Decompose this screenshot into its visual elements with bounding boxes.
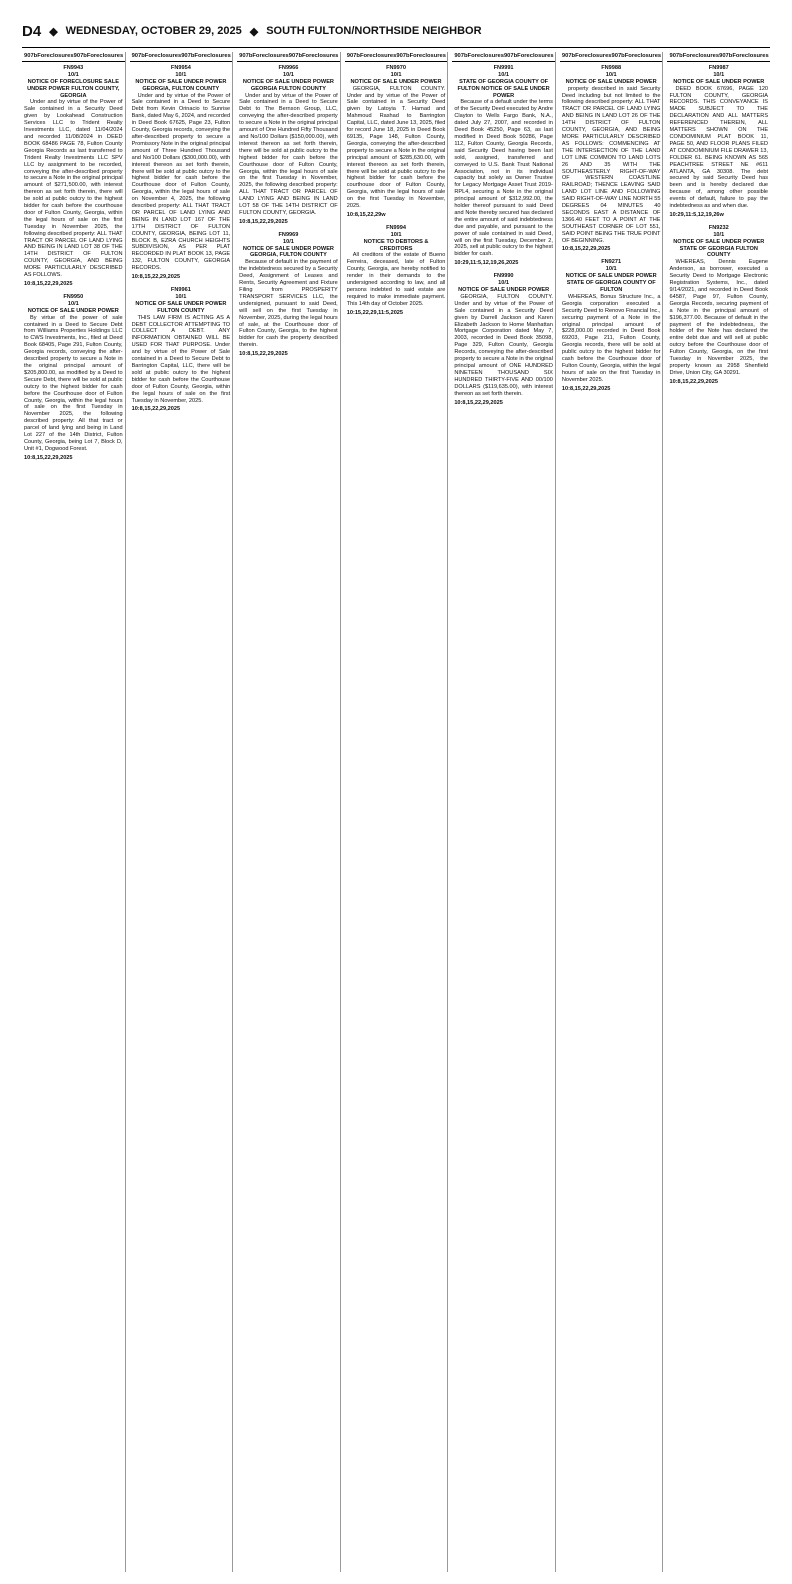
- category-code: 907b: [73, 53, 87, 59]
- category-code: 907b: [561, 53, 576, 59]
- category-code: 907b: [454, 53, 468, 59]
- category-name: Foreclosures: [144, 53, 182, 59]
- notice-sub: 10/1: [605, 266, 617, 273]
- diamond-icon: ◆: [249, 25, 259, 38]
- legal-notice: [132, 65, 231, 281]
- notice-body: By virtue of the power of sale contained in a Deed to Secure Debt from Williams Properties Holdings LLC to CWS Investments, Inc., filed at Deed Book 68405, Page 291, Fulton County, Georgia records, conveying the after-described property to secure a Note in the original principal amount of $205,800.00, as modified by a Deed to Secure Debt, there will be sold at public outcry to the highest bidder for cash before the Courthouse door of Fulton County, Georgia, within the legal hours of sale on the first Tuesday in November 2025, the following described property: All that tract or parcel of land lying and being in Land Lot 227 of the 14th District, Fulton County, Georgia, being Lot 7, Block D, Unit #1, Dogwood Forest.: [24, 314, 123, 452]
- notice-id: FN9950: [63, 293, 84, 300]
- category-name: Foreclosures: [302, 53, 339, 59]
- notice-sub: 10/1: [713, 71, 725, 78]
- category-header: [560, 52, 663, 62]
- notice-column: [667, 52, 770, 1572]
- category-name: Foreclosures: [624, 53, 662, 59]
- category-name: Foreclosures: [252, 53, 289, 59]
- notice-run-dates: 10:29,11:5,12,19,26,2025: [454, 260, 519, 267]
- notice-body: WHEREAS, Bonus Structure Inc., a Georgia corporation executed a Security Deed to Renovo Financial Inc., securing payment of a Note in the original principal amount of $228,000.00 recorded in Deed Book 69203, Page 211, Fulton County, Georgia records, there will be sold at public outcry to the highest bidder for cash before the Courthouse door of Fulton County, Georgia, within the legal hours of sale on the first Tuesday in November 2025.: [561, 293, 661, 383]
- notice-run-dates: 10:8,15,22,29,2025: [454, 399, 503, 406]
- notice-id: FN9970: [386, 64, 406, 71]
- notice-sub: 10/1: [605, 71, 617, 78]
- notice-id: FN9232: [708, 224, 729, 231]
- category-name: Foreclosures: [86, 53, 124, 59]
- category-header: [237, 52, 340, 62]
- notice-title: NOTICE OF SALE UNDER POWER: [350, 78, 442, 85]
- notice-title: NOTICE OF FORECLOSURE SALE UNDER POWER FULTON COUNTY, GEORGIA: [27, 78, 120, 99]
- notice-run-dates: 10:8,15,22,29,2025: [561, 246, 611, 253]
- category-name: Foreclosures: [194, 53, 231, 59]
- notice-run-dates: 10:15,22,29,11:5,2025: [346, 309, 404, 316]
- legal-notice: [239, 232, 338, 358]
- legal-notice: [562, 259, 661, 392]
- category-code: 907b: [181, 53, 195, 59]
- notice-run-dates: 10:8,15,22,29,2025: [239, 351, 288, 358]
- legal-notice: [24, 65, 123, 288]
- notice-id: FN9990: [493, 273, 514, 280]
- category-header: [667, 52, 770, 62]
- notice-column: [560, 52, 664, 1572]
- notice-title: NOTICE OF SALE UNDER POWER: [565, 78, 657, 85]
- notice-run-dates: 10:8,15,22,29,2025: [561, 385, 611, 392]
- notice-body: All creditors of the estate of Bueno Ferreira, deceased, late of Fulton County, Georgia, are hereby notified to render in their demands to the undersigned according to law, and all persons indebted to said estate are required to make immediate payment. This 14th day of October 2025.: [346, 252, 446, 307]
- category-code: 907b: [396, 53, 410, 59]
- legal-notice: [24, 294, 123, 462]
- notice-sub: 10/1: [283, 238, 294, 245]
- notice-id: FN9966: [278, 64, 299, 71]
- category-header: [345, 52, 448, 62]
- notice-run-dates: 10:8,15,22,29,2025: [24, 454, 73, 461]
- notice-run-dates: 10:8,15,22,29,2025: [131, 406, 181, 413]
- notice-sub: 10/1: [283, 71, 294, 78]
- notice-body: Under and by virtue of the Power of Sale contained in a Security Deed given by Lookahead Construction Services LLC to Trident Realty Investments LLC, dated 11/04/2024 and recorded 11/08/2024 in DEED BOOK 68486 PAGE 78, Fulton County Georgia Records as last transferred to Trident Realty Investments LLC SPV LLC by assignment to be recorded, conveying the after-described property to secure a Note in the original principal amount of $271,500.00, with interest thereon as set forth therein, there will be sold at public outcry to the highest bidder for cash before the courthouse door of Fulton County, Georgia, within the legal hours of sale on the first Tuesday in November 2025, the following described property: ALL THAT TRACT OR PARCEL OF LAND LYING AND BEING IN LAND LOT 38 OF THE 14TH DISTRICT OF FULTON COUNTY, GEORGIA, AND BEING MORE PARTICULARLY DESCRIBED AS FOLLOWS.: [24, 99, 123, 279]
- legal-notice-columns: [22, 52, 770, 1572]
- notice-title: NOTICE OF SALE UNDER POWER STATE OF GEORGIA FULTON COUNTY: [673, 238, 765, 259]
- notice-run-dates: 10:29,11:5,12,19,26w: [669, 211, 724, 218]
- notice-body: GEORGIA, FULTON COUNTY. Under and by virtue of the Power of Sale contained in a Security Deed given by Latoyia T. Hamad and Mahmoud Rashad to Barrington Capital, LLC, dated June 13, 2025, filed for record June 18, 2025 in Deed Book 69135, Page 148, Fulton County, Georgia, conveying the after-described property to secure a Note in the original principal amount of $285,630.00, with interest thereon as set forth therein, there will be sold at public outcry to the highest bidder for cash before the courthouse door of Fulton County, Georgia, within the legal hours of sale on the first Tuesday in November, 2025.: [346, 85, 446, 210]
- notice-column: [345, 52, 449, 1572]
- category-code: 907b: [719, 53, 733, 59]
- notice-title: NOTICE OF SALE UNDER POWER GEORGIA, FULTON COUNTY: [242, 245, 334, 259]
- diamond-icon: ◆: [49, 25, 58, 38]
- notice-sub: 10/1: [175, 293, 187, 300]
- notice-sub: 10/1: [390, 231, 402, 238]
- notice-run-dates: 10:8,15,22,29,2025: [24, 281, 73, 287]
- notice-run-dates: 10:8,15,22,29,2025: [669, 378, 718, 385]
- notice-title: NOTICE OF SALE UNDER POWER GEORGIA FULTON COUNTY: [242, 78, 334, 92]
- notice-title: NOTICE OF SALE UNDER POWER: [27, 307, 119, 314]
- notice-id: FN9994: [386, 224, 406, 231]
- category-code: 907b: [346, 53, 360, 59]
- legal-notice: [669, 225, 768, 386]
- notice-id: FN9943: [63, 64, 84, 71]
- page-header: [22, 18, 770, 44]
- notice-title: NOTICE OF SALE UNDER POWER FULTON COUNTY: [135, 300, 227, 314]
- category-name: Foreclosures: [732, 53, 769, 59]
- notice-title: STATE OF GEORGIA COUNTY OF FULTON NOTICE OF SALE UNDER POWER: [457, 78, 550, 99]
- category-name: Foreclosures: [575, 53, 612, 59]
- notice-sub: 10/1: [498, 71, 510, 78]
- category-name: Foreclosures: [409, 53, 446, 59]
- category-code: 907b: [503, 53, 518, 59]
- notice-id: FN9271: [601, 259, 622, 266]
- notice-title: NOTICE TO DEBTORS & CREDITORS: [363, 238, 429, 252]
- notice-id: FN9991: [493, 64, 514, 71]
- notice-id: FN9969: [278, 231, 299, 238]
- legal-notice: [562, 65, 661, 253]
- notice-title: NOTICE OF SALE UNDER POWER STATE OF GEORGIA COUNTY OF FULTON: [565, 273, 657, 293]
- notice-body: Under and by virtue of the Power of Sale contained in a Deed to Secure Debt from Kevin Orinacio to Sunrise Bank, dated May 6, 2024, and recorded in Deed Book 67625, Page 23, Fulton County, Georgia records, conveying the after-described property to secure a Promissory Note in the original principal amount of Three Hundred Thousand and No/100 Dollars ($300,000.00), with interest thereon as set forth therein, there will be sold at public outcry to the highest bidder for cash before the Courthouse door of Fulton County, Georgia, within the legal hours of sale on November 4, 2025, the following described property: ALL THAT TRACT OR PARCEL OF LAND LYING AND BEING IN LAND LOT 167 OF THE 17TH DISTRICT OF FULTON COUNTY, GEORGIA, BEING LOT 11, BLOCK B, EZRA CHURCH HEIGHTS SUBDIVISION, AS PER PLAT RECORDED IN PLAT BOOK 13, PAGE 132, FULTON COUNTY, GEORGIA RECORDS.: [131, 92, 231, 272]
- legal-notice: [132, 287, 231, 413]
- header-rule: [22, 47, 770, 48]
- notice-run-dates: 10:8,15,22,29,2025: [131, 274, 181, 281]
- notice-column: [22, 52, 126, 1572]
- category-code: 907b: [131, 53, 145, 59]
- notice-column: [452, 52, 556, 1572]
- notice-body: Because of default in the payment of the indebtedness secured by a Security Deed, Assignment of Leases and Rents, Security Agreement and Fixture Filing from PROSPERITY TRANSPORT SERVICES LLC, the undersigned, pursuant to said Deed, will sell on the first Tuesday in November, 2025, during the legal hours of sale, at the Courthouse door of Fulton County, Georgia, to the highest bidder for cash the property described therein.: [239, 259, 338, 349]
- legal-notice: [669, 65, 768, 219]
- notice-column: [237, 52, 341, 1572]
- notice-sub: 10/1: [498, 280, 510, 287]
- notice-title: NOTICE OF SALE UNDER POWER: [673, 78, 765, 85]
- legal-notice: [347, 65, 446, 219]
- issue-date: WEDNESDAY, OCTOBER 29, 2025: [65, 25, 242, 37]
- category-code: 907b: [24, 53, 38, 59]
- category-name: Foreclosures: [517, 53, 554, 59]
- notice-body: WHEREAS, Dennis Eugene Anderson, as borrower, executed a Security Deed to Mortgage Electronic Registration Systems, Inc., dated 9/14/2021, and recorded in Deed Book 64587, Page 97, Fulton County, Georgia Records, securing payment of a Note in the principal amount of $196,377.00. Because of default in the payment of the indebtedness, the holder of the Note has declared the entire debt due and will sell at public outcry before the Courthouse door of Fulton County, Georgia, on the first Tuesday in November 2025, the property known as 2958 Shenfield Drive, Union City, GA 30291.: [669, 259, 769, 376]
- notice-run-dates: 10:8,15,22,29w: [346, 211, 386, 218]
- category-code: 907b: [611, 53, 625, 59]
- notice-run-dates: 10:8,15,22,29,2025: [239, 218, 288, 225]
- notice-title: NOTICE OF SALE UNDER POWER GEORGIA, FULTON COUNTY: [135, 78, 227, 92]
- notice-id: FN9988: [601, 64, 622, 71]
- category-header: [452, 52, 555, 62]
- page-number: D4: [22, 22, 42, 40]
- notice-id: FN9954: [170, 64, 191, 71]
- notice-sub: 10/1: [175, 71, 187, 78]
- category-name: Foreclosures: [37, 53, 74, 59]
- legal-notice: [454, 65, 553, 267]
- category-code: 907b: [669, 53, 683, 59]
- notice-sub: 10/1: [390, 71, 402, 78]
- notice-id: FN9961: [170, 287, 191, 293]
- category-name: Foreclosures: [467, 53, 504, 59]
- notice-sub: 10/1: [67, 300, 79, 307]
- notice-body: Because of a default under the terms of the Security Deed executed by Andre Clayton to Wells Fargo Bank, N.A., dated July 27, 2007, and recorded in Deed Book 45250, Page 63, as last modified in Deed Book 50286, Page 112, Fulton County, Georgia Records, said Security Deed having been last sold, assigned, transferred and conveyed to U.S. Bank Trust National Association, not in its individual capacity but solely as Owner Trustee for Legacy Mortgage Asset Trust 2019-RPL4, securing a Note in the original principal amount of $312,992.00, the holder thereof pursuant to said Deed and Note thereby secured has declared the entire amount of said indebtedness due and payable, and pursuant to the power of sale contained in said Deed, will on the first Tuesday, December 2, 2025, sell at public outcry to the highest bidder for cash.: [454, 99, 553, 258]
- notice-title: NOTICE OF SALE UNDER POWER: [458, 287, 550, 293]
- notice-body: GEORGIA, FULTON COUNTY. Under and by virtue of the Power of Sale contained in a Security Deed given by Darrell Jackson and Karen Elizabeth Jackson to Home Manhattan Mortgage Corporation dated May 7, 2003, recorded in Deed Book 35098, Page 329, Fulton County, Georgia Records, conveying the after-described property to secure a Note in the original principal amount of ONE HUNDRED NINETEEN THOUSAND SIX HUNDRED THIRTY-FIVE AND 00/100 DOLLARS ($119,635.00), with interest thereon as set forth therein.: [454, 293, 553, 397]
- category-header: [22, 52, 125, 62]
- notice-id: FN9987: [708, 64, 729, 71]
- category-header: [130, 52, 233, 62]
- category-name: Foreclosures: [682, 53, 720, 59]
- category-code: 907b: [288, 53, 302, 59]
- section-name: SOUTH FULTON/NORTHSIDE NEIGHBOR: [266, 25, 482, 37]
- notice-body: THIS LAW FIRM IS ACTING AS A DEBT COLLECTOR ATTEMPTING TO COLLECT A DEBT. ANY INFORMATION OBTAINED WILL BE USED FOR THAT PURPOSE. Under and by virtue of the Power of Sale contained in a Deed to Secure Debt to Barrington Capital, LLC, there will be sold at public outcry to the highest bidder for cash before the Courthouse door of Fulton County, Georgia, within the legal hours of sale on the first Tuesday in November, 2025.: [131, 314, 231, 404]
- legal-notice: [347, 225, 446, 317]
- category-code: 907b: [239, 53, 253, 59]
- notice-column: [130, 52, 234, 1572]
- notice-sub: 10/1: [67, 71, 79, 78]
- notice-body: DEED BOOK 67696, PAGE 120 FULTON COUNTY, GEORGIA RECORDS. THIS CONVEYANCE IS MADE SUBJECT TO THE DECLARATION AND ALL MATTERS REFERENCED THEREIN, ALL MATTERS SHOWN ON THE CONDOMINIUM PLAT BOOK 11, PAGE 50, AND FLOOR PLANS FILED AT CONDOMINIUM FILE DRAWER 13, FOLDER 61. BEING KNOWN AS 565 PEACHTREE STREET NE #611 ATLANTA, GA 30308. The debt secured by said Security Deed has been and is hereby declared due because of, among other possible events of default, failure to pay the indebtedness as and when due.: [669, 85, 769, 210]
- notice-body: Under and by virtue of the Power of Sale contained in a Deed to Secure Debt to The Bernson Group, LLC, conveying the after-described property to secure a Note in the original principal amount of One Hundred Fifty Thousand and No/100 Dollars ($150,000.00), with interest thereon as set forth therein, there will be sold at public outcry to the highest bidder for cash before the Courthouse door of Fulton County, Georgia, within the legal hours of sale on the first Tuesday in November, 2025, the following described property: ALL THAT TRACT OR PARCEL OF LAND LYING AND BEING IN LAND LOT 58 OF THE 14TH DISTRICT OF FULTON COUNTY, GEORGIA.: [239, 92, 338, 216]
- category-name: Foreclosures: [359, 53, 397, 59]
- legal-notice: [454, 273, 553, 406]
- notice-sub: 10/1: [713, 231, 725, 238]
- notice-body: property described in said Security Deed including but not limited to the following described property: ALL THAT TRACT OR PARCEL OF LAND LYING AND BEING IN LAND LOT 26 OF THE 14TH DISTRICT OF FULTON COUNTY, GEORGIA, AND BEING MORE PARTICULARLY DESCRIBED AS FOLLOWS: COMMENCING AT THE INTERSECTION OF THE LAND LOT LINE COMMON TO LAND LOTS 26 AND 35 WITH THE SOUTHEASTERLY RIGHT-OF-WAY OF WESTERN COASTLINE RAILROAD; THENCE LEAVING SAID LAND LOT LINE AND FOLLOWING SAID RIGHT-OF-WAY LINE NORTH 55 DEGREES 04 MINUTES 40 SECONDS EAST A DISTANCE OF 1366.40 FEET TO A POINT AT THE SOUTHEAST CORNER OF LOT 551, SAID POINT BEING THE TRUE POINT OF BEGINNING.: [561, 85, 661, 244]
- legal-notice: [239, 65, 338, 226]
